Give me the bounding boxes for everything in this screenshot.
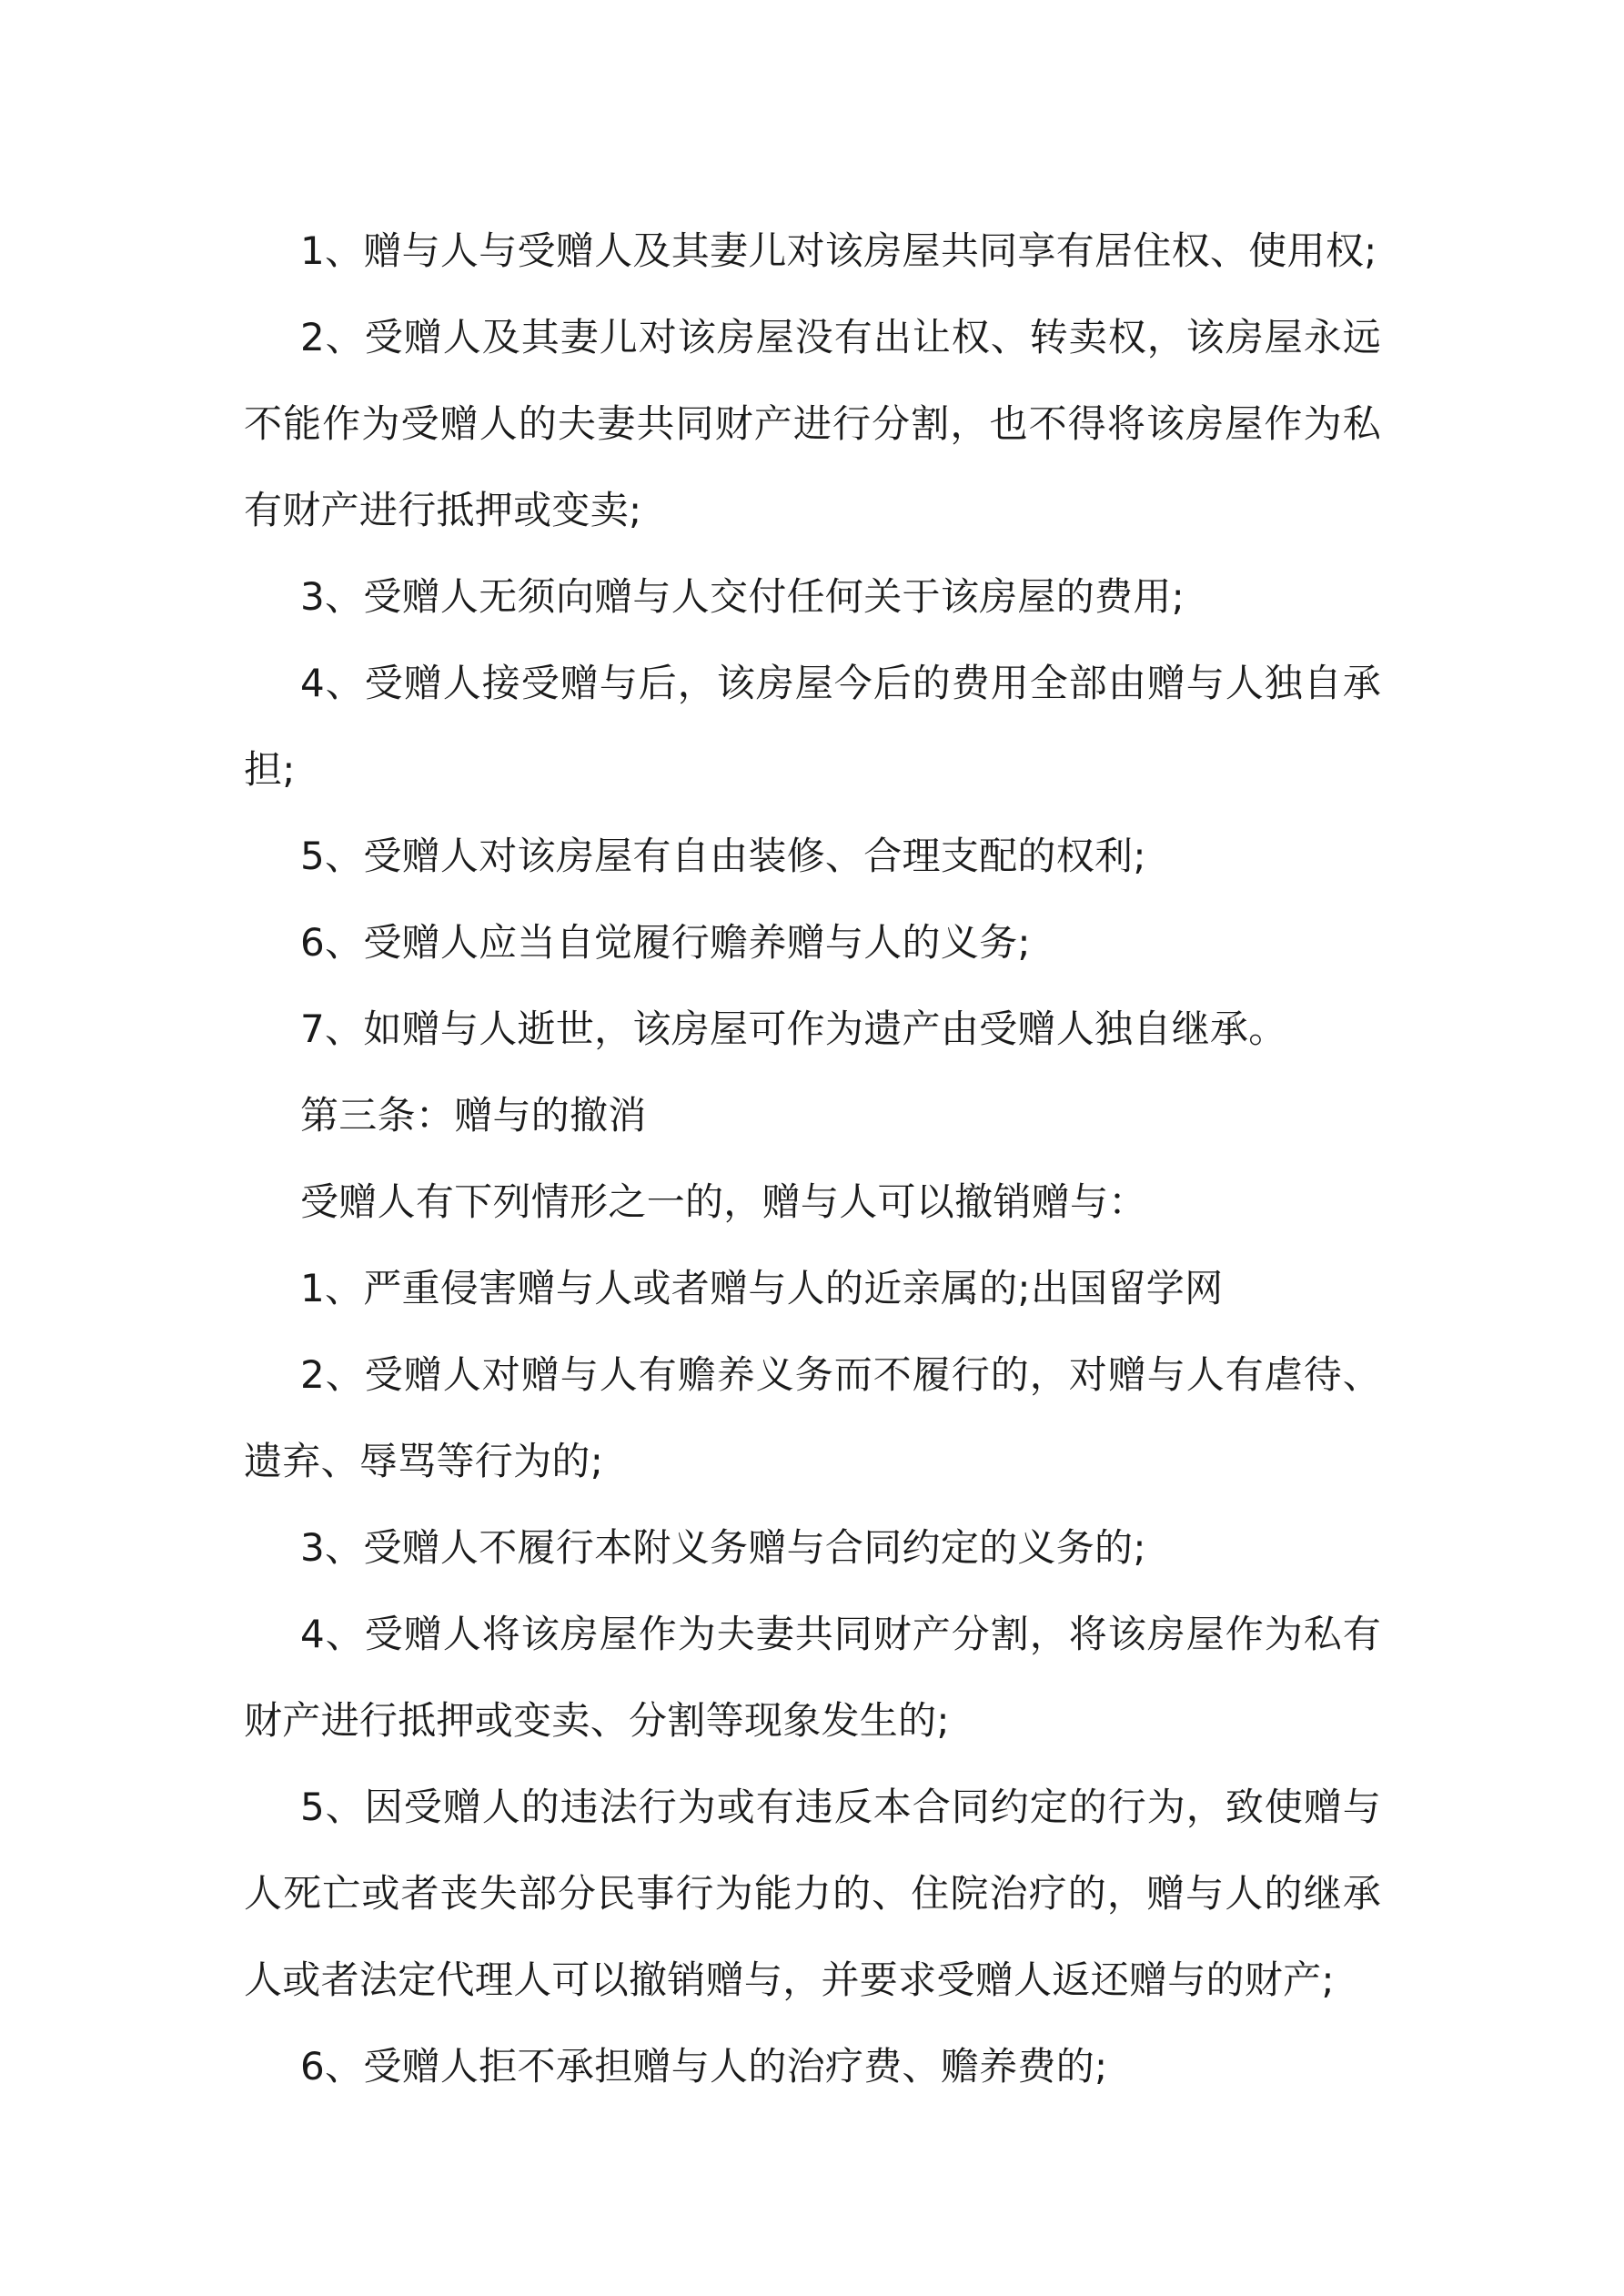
paragraph-clause-4: 4、受赠人接受赠与后，该房屋今后的费用全部由赠与人独自承担; [244,661,1381,792]
paragraph-revocation-4: 4、受赠人将该房屋作为夫妻共同财产分割，将该房屋作为私有财产进行抵押或变卖、分割等现象发生的; [244,1612,1381,1743]
section-heading-article-3: 第三条：赠与的撤消 [300,1093,647,1138]
paragraph-revocation-5: 5、因受赠人的违法行为或有违反本合同约定的行为，致使赠与人死亡或者丧失部分民事行为能力的、住院治疗的，赠与人的继承人或者法定代理人可以撤销赠与，并要求受赠人返还赠与的财产; [244,1785,1381,2002]
paragraph-revocation-intro: 受赠人有下列情形之一的，赠与人可以撤销赠与： [300,1179,1147,1224]
paragraph-revocation-2: 2、受赠人对赠与人有赡养义务而不履行的，对赠与人有虐待、遗弃、辱骂等行为的; [244,1352,1381,1483]
paragraph-revocation-6: 6、受赠人拒不承担赠与人的治疗费、赡养费的; [300,2044,1108,2089]
document-body [244,207,1381,2109]
paragraph-clause-2: 2、受赠人及其妻儿对该房屋没有出让权、转卖权，该房屋永远不能作为受赠人的夫妻共同财产进行分割，也不得将该房屋作为私有财产进行抵押或变卖; [244,315,1381,532]
paragraph-clause-1: 1、赠与人与受赠人及其妻儿对该房屋共同享有居住权、使用权; [300,228,1377,273]
paragraph-revocation-1: 1、严重侵害赠与人或者赠与人的近亲属的;出国留学网 [300,1266,1224,1310]
paragraph-clause-7: 7、如赠与人逝世，该房屋可作为遗产由受赠人独自继承。 [300,1006,1287,1051]
paragraph-revocation-3: 3、受赠人不履行本附义务赠与合同约定的义务的; [300,1525,1146,1570]
paragraph-clause-5: 5、受赠人对该房屋有自由装修、合理支配的权利; [300,834,1146,878]
paragraph-clause-3: 3、受赠人无须向赠与人交付任何关于该房屋的费用; [300,574,1185,619]
paragraph-clause-6: 6、受赠人应当自觉履行赡养赠与人的义务; [300,920,1031,965]
